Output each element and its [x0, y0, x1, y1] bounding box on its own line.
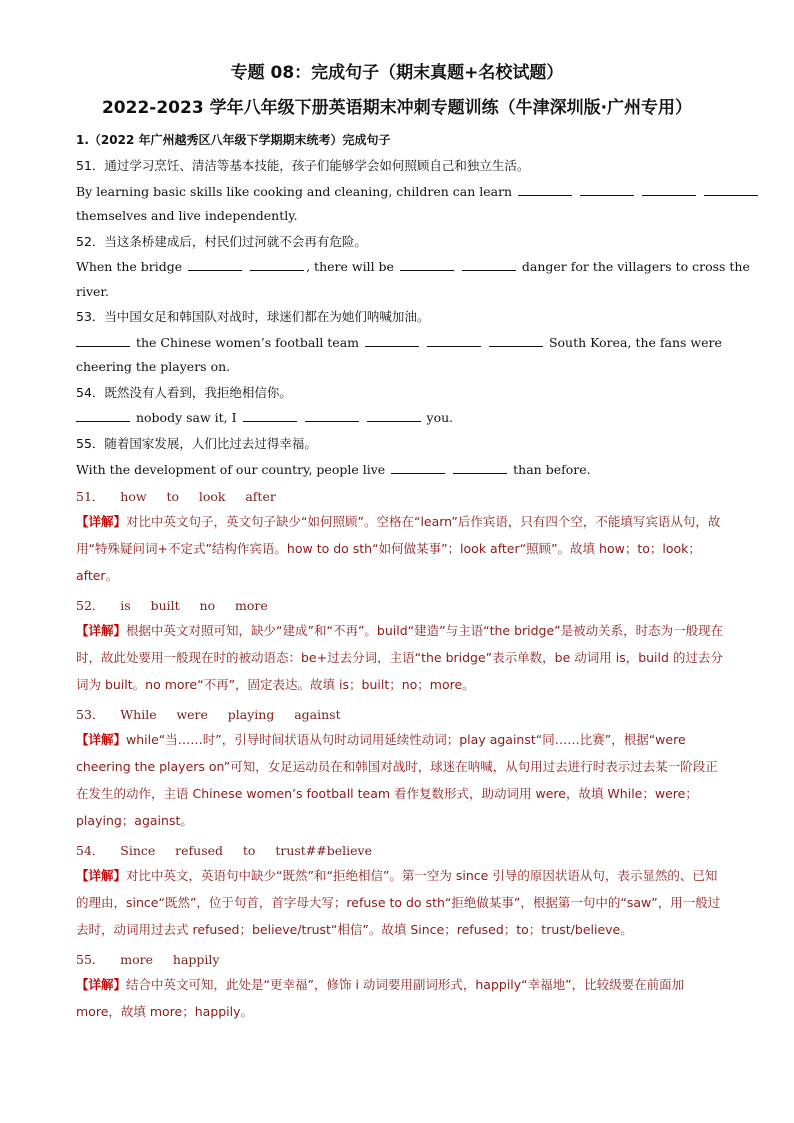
answer-key-52: 52． is built no more — [76, 598, 268, 613]
question-52-english-line1 — [76, 258, 750, 276]
explanation-text: 对比中英文，英语句中缺少“既然”和“拒绝相信”。第一空为 since 引导的原因状语从句，表示显然的、已知的理由，since“既然”，位于句首，首字母大写；refuse to do sth“拒绝做某事”，根据第一句中的“saw”，用一般过去时，动词用过去式 refused；believe/trust“相信”。故填 Since；refused；to；trust/believe。 — [76, 868, 721, 937]
answer-blank[interactable] — [489, 334, 543, 347]
explanation-text: while“当……时”，引导时间状语从句时动词用延续性动词；play against“同……比赛”，根据“were cheering the players on”可知，女足运动员在和韩国对战时，球迷在呐喊，从句用过去进行时表示过去某一阶段正在发生的动作，主语 Chinese women’s football team 看作复数形式，助动词用 were，故填 While；were；playing；against。 — [76, 732, 718, 828]
explanation-52 — [76, 617, 726, 698]
question-text: danger for the villagers to cross the — [521, 259, 750, 274]
question-source: 1.（2022 年广州越秀区八年级下学期期末统考）完成句子 — [76, 133, 391, 147]
answer-blank[interactable] — [76, 409, 130, 422]
answer-blank[interactable] — [704, 183, 758, 196]
question-text: When the bridge — [76, 259, 183, 274]
question-text: South Korea, the fans were — [548, 335, 722, 350]
answer-blank[interactable] — [76, 334, 130, 347]
answer-blank[interactable] — [250, 258, 304, 271]
question-text: By learning basic skills like cooking and cleaning, children can learn — [76, 184, 513, 199]
question-text: you. — [426, 410, 454, 425]
answer-blank[interactable] — [462, 258, 516, 271]
detail-tag: 【详解】 — [76, 514, 127, 529]
detail-tag: 【详解】 — [76, 732, 127, 747]
question-53-chinese: 53．当中国女足和韩国队对战时，球迷们都在为她们呐喊加油。 — [76, 309, 430, 324]
answer-blank[interactable] — [305, 409, 359, 422]
detail-tag: 【详解】 — [76, 623, 127, 638]
question-55-english-line1 — [76, 461, 726, 479]
answer-blank[interactable] — [367, 409, 421, 422]
answer-blank[interactable] — [391, 461, 445, 474]
document-subtitle: 2022-2023 学年八年级下册英语期末冲刺专题训练（牛津深圳版·广州专用） — [101, 98, 693, 118]
question-53-english-line1 — [76, 334, 726, 352]
explanation-text: 对比中英文句子，英文句子缺少“如何照顾”。空格在“learn”后作宾语，只有四个空，不能填写宾语从句，故用“特殊疑问词+不定式”结构作宾语。how to do sth“如何做某事”；look after“照顾”。故填 how；to；look；after。 — [76, 514, 721, 583]
detail-tag: 【详解】 — [76, 977, 127, 992]
explanation-55 — [76, 971, 726, 1025]
document-title: 专题 08：完成句子（期末真题+名校试题） — [230, 63, 564, 83]
explanation-53 — [76, 726, 726, 834]
question-51-chinese: 51．通过学习烹饪、清洁等基本技能，孩子们能够学会如何照顾自己和独立生活。 — [76, 158, 530, 173]
question-text: With the development of our country, people live — [76, 462, 386, 477]
question-text: , there will be — [306, 259, 394, 274]
answer-key-55: 55． more happily — [76, 952, 220, 967]
question-51-english-line1 — [76, 183, 726, 201]
answer-blank[interactable] — [243, 409, 297, 422]
answer-blank[interactable] — [188, 258, 242, 271]
question-54-english-line1 — [76, 409, 726, 427]
question-52-chinese: 52．当这条桥建成后，村民们过河就不会再有危险。 — [76, 234, 367, 249]
answer-blank[interactable] — [580, 183, 634, 196]
answer-key-53: 53． While were playing against — [76, 707, 341, 722]
question-51-english-line2: themselves and live independently. — [76, 208, 298, 223]
question-54-chinese: 54．既然没有人看到，我拒绝相信你。 — [76, 385, 292, 400]
answer-blank[interactable] — [427, 334, 481, 347]
answer-key-51: 51． how to look after — [76, 489, 276, 504]
question-53-english-line2: cheering the players on. — [76, 359, 231, 374]
question-52-english-line2: river. — [76, 284, 110, 299]
explanation-51 — [76, 508, 726, 589]
answer-blank[interactable] — [400, 258, 454, 271]
answer-blank[interactable] — [453, 461, 507, 474]
answer-blank[interactable] — [518, 183, 572, 196]
question-text: nobody saw it, I — [135, 410, 237, 425]
explanation-text: 根据中英文对照可知，缺少“建成”和“不再”。build“建造”与主语“the bridge”是被动关系，时态为一般现在时，故此处要用一般现在时的被动语态：be+过去分词，主语“the bridge”表示单数，be 动词用 is，build 的过去分词为 built。no more“不再”，固定表达。故填 is；built；no；more。 — [76, 623, 724, 692]
question-text: than before. — [513, 462, 591, 477]
detail-tag: 【详解】 — [76, 868, 127, 883]
question-text: the Chinese women’s football team — [135, 335, 360, 350]
question-55-chinese: 55．随着国家发展，人们比过去过得幸福。 — [76, 436, 317, 451]
explanation-54 — [76, 862, 726, 943]
answer-key-54: 54． Since refused to trust##believe — [76, 843, 373, 858]
answer-blank[interactable] — [365, 334, 419, 347]
explanation-text: 结合中英文可知，此处是“更幸福”，修饰 i 动词要用副词形式，happily“幸福地”，比较级要在前面加 more，故填 more；happily。 — [76, 977, 685, 1019]
answer-blank[interactable] — [642, 183, 696, 196]
